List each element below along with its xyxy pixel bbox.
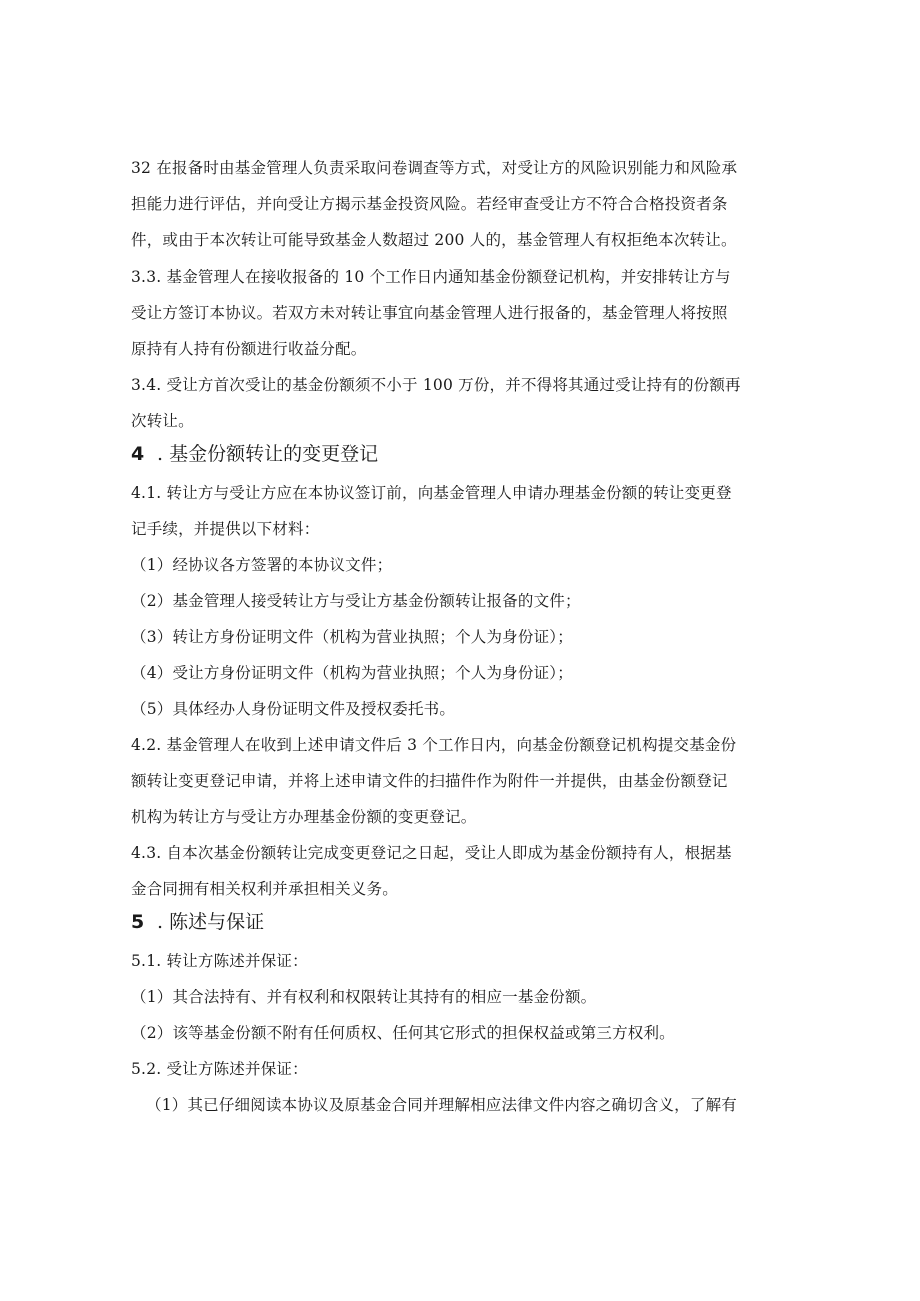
paragraph-line: 金合同拥有相关权利并承担相关义务。: [131, 880, 398, 898]
section-5-heading: [131, 909, 264, 935]
section-title: . 陈述与保证: [157, 911, 265, 933]
paragraph-line: 机构为转让方与受让方办理基金份额的变更登记。: [131, 808, 477, 826]
clause-5-1-line: 5.1. 转让方陈述并保证：: [131, 952, 308, 970]
list-item: （1）经协议各方签署的本协议文件；: [131, 556, 393, 574]
section-number: 4: [131, 443, 145, 465]
paragraph-line: 受让方签订本协议。若双方未对转让事宜向基金管理人进行报备的，基金管理人将按照: [131, 304, 728, 322]
list-item: （1）其已仔细阅读本协议及原基金合同并理解相应法律文件内容之确切含义，了解有: [146, 1096, 737, 1114]
clause-3-4-line: 3.4. 受让方首次受让的基金份额须不小于 100 万份，并不得将其通过受让持有的份额再: [131, 376, 741, 394]
paragraph-line: 记手续，并提供以下材料：: [131, 520, 320, 538]
list-item: （5）具体经办人身份证明文件及授权委托书。: [131, 700, 456, 718]
paragraph-line: 次转让。: [131, 412, 194, 430]
paragraph-line: 32 在报备时由基金管理人负责采取问卷调查等方式，对受让方的风险识别能力和风险承: [131, 159, 738, 177]
clause-5-2-line: 5.2. 受让方陈述并保证：: [131, 1060, 308, 1078]
section-number: 5: [131, 911, 145, 933]
clause-3-3-line: 3.3. 基金管理人在接收报备的 10 个工作日内通知基金份额登记机构，并安排转让方与: [131, 268, 731, 286]
section-4-heading: [131, 441, 378, 467]
paragraph-line: 额转让变更登记申请，并将上述申请文件的扫描件作为附件一并提供，由基金份额登记: [131, 772, 728, 790]
clause-4-3-line: 4.3. 自本次基金份额转让完成变更登记之日起，受让人即成为基金份额持有人，根据基: [131, 844, 732, 862]
paragraph-line: 件，或由于本次转让可能导致基金人数超过 200 人的，基金管理人有权拒绝本次转让。: [131, 231, 737, 249]
list-item: （4）受让方身份证明文件（机构为营业执照；个人为身份证）；: [131, 664, 573, 682]
list-item: （2）基金管理人接受转让方与受让方基金份额转让报备的文件；: [131, 592, 581, 610]
clause-4-1-line: 4.1. 转让方与受让方应在本协议签订前，向基金管理人申请办理基金份额的转让变更登: [131, 484, 732, 502]
list-item: （3）转让方身份证明文件（机构为营业执照；个人为身份证）；: [131, 628, 573, 646]
clause-4-2-line: 4.2. 基金管理人在收到上述申请文件后 3 个工作日内，向基金份额登记机构提交基金份: [131, 736, 737, 754]
section-title: . 基金份额转让的变更登记: [157, 443, 379, 465]
paragraph-line: 原持有人持有份额进行收益分配。: [131, 340, 367, 358]
list-item: （1）其合法持有、并有权利和权限转让其持有的相应一基金份额。: [131, 988, 597, 1006]
paragraph-line: 担能力进行评估，并向受让方揭示基金投资风险。若经审查受让方不符合合格投资者条: [131, 195, 728, 213]
list-item: （2）该等基金份额不附有任何质权、任何其它形式的担保权益或第三方权利。: [131, 1024, 675, 1042]
